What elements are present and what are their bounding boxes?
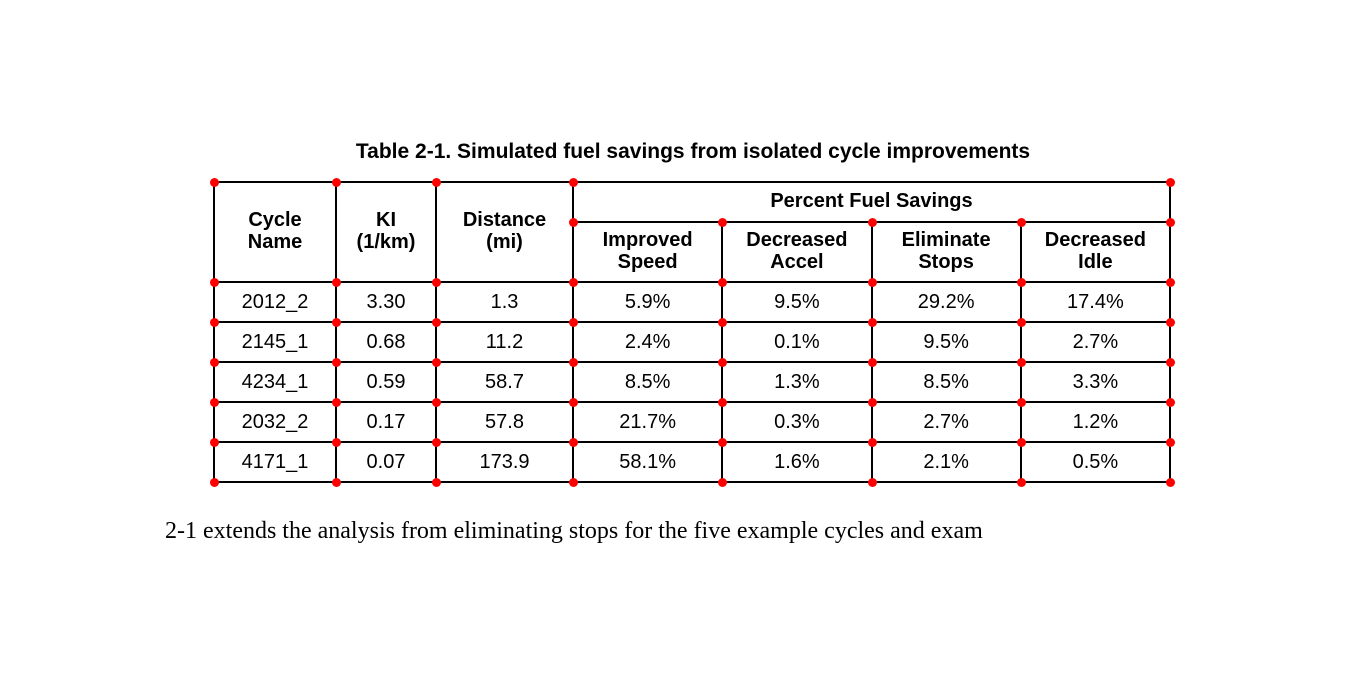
cell-decreased-idle: 2.7% [1021, 322, 1170, 362]
column-header-eliminate-stops-line1: Eliminate [901, 229, 991, 252]
column-header-improved-speed [573, 222, 722, 282]
cell-decreased-accel: 0.1% [722, 322, 871, 362]
cell-decreased-accel: 9.5% [722, 282, 871, 322]
column-header-ki [336, 182, 436, 282]
cell-ki: 0.07 [336, 442, 436, 482]
column-header-distance [436, 182, 573, 282]
cell-decreased-accel: 1.6% [722, 442, 871, 482]
column-header-decreased-accel-line1: Decreased [746, 229, 848, 252]
column-header-cycle-name-line1: Cycle [248, 209, 302, 232]
column-header-cycle-name-line2: Name [247, 231, 303, 253]
cell-ki: 0.59 [336, 362, 436, 402]
cell-decreased-accel: 1.3% [722, 362, 871, 402]
cell-distance: 173.9 [436, 442, 573, 482]
table-header-row-1 [214, 182, 1170, 222]
column-header-ki-line2: (1/km) [356, 231, 416, 253]
cell-decreased-idle: 3.3% [1021, 362, 1170, 402]
column-header-decreased-accel-line2: Accel [770, 251, 824, 273]
column-header-distance-line1: Distance [462, 209, 547, 232]
column-header-decreased-idle-line1: Decreased [1044, 229, 1146, 252]
cell-improved-speed: 21.7% [573, 402, 722, 442]
cell-improved-speed: 8.5% [573, 362, 722, 402]
column-header-ki-line1: KI [376, 209, 396, 232]
table-row [214, 402, 1170, 442]
fuel-savings-table [213, 181, 1171, 483]
cell-improved-speed: 2.4% [573, 322, 722, 362]
table-row [214, 322, 1170, 362]
cell-ki: 0.68 [336, 322, 436, 362]
table-caption: Table 2-1. Simulated fuel savings from isolated cycle improvements [355, 140, 1031, 163]
column-header-decreased-idle [1021, 222, 1170, 282]
column-header-eliminate-stops [872, 222, 1021, 282]
column-header-distance-line2: (mi) [486, 231, 523, 253]
cell-improved-speed: 5.9% [573, 282, 722, 322]
cell-distance: 58.7 [436, 362, 573, 402]
table-row [214, 282, 1170, 322]
cell-decreased-idle: 1.2% [1021, 402, 1170, 442]
body-paragraph: 2-1 extends the analysis from eliminating stops for the five example cycles and exam [165, 518, 983, 544]
cell-cycle-name: 4171_1 [214, 442, 336, 482]
cell-cycle-name: 2012_2 [214, 282, 336, 322]
cell-ki: 3.30 [336, 282, 436, 322]
cell-cycle-name: 2145_1 [214, 322, 336, 362]
table-row [214, 362, 1170, 402]
table-row [214, 442, 1170, 482]
column-header-decreased-accel [722, 222, 871, 282]
column-header-improved-speed-line2: Speed [617, 251, 678, 273]
cell-decreased-idle: 0.5% [1021, 442, 1170, 482]
column-group-header-percent-fuel-savings: Percent Fuel Savings [573, 182, 1170, 222]
cell-cycle-name: 4234_1 [214, 362, 336, 402]
cell-decreased-idle: 17.4% [1021, 282, 1170, 322]
column-header-cycle-name [214, 182, 336, 282]
cell-improved-speed: 58.1% [573, 442, 722, 482]
column-header-eliminate-stops-line2: Stops [918, 251, 974, 273]
cell-eliminate-stops: 2.1% [872, 442, 1021, 482]
column-header-decreased-idle-line2: Idle [1078, 251, 1113, 273]
cell-decreased-accel: 0.3% [722, 402, 871, 442]
cell-eliminate-stops: 2.7% [872, 402, 1021, 442]
cell-ki: 0.17 [336, 402, 436, 442]
cell-eliminate-stops: 29.2% [872, 282, 1021, 322]
cell-eliminate-stops: 9.5% [872, 322, 1021, 362]
cell-distance: 11.2 [436, 322, 573, 362]
cell-distance: 57.8 [436, 402, 573, 442]
table-container [213, 181, 1171, 483]
column-header-improved-speed-line1: Improved [602, 229, 693, 252]
cell-cycle-name: 2032_2 [214, 402, 336, 442]
cell-eliminate-stops: 8.5% [872, 362, 1021, 402]
cell-distance: 1.3 [436, 282, 573, 322]
